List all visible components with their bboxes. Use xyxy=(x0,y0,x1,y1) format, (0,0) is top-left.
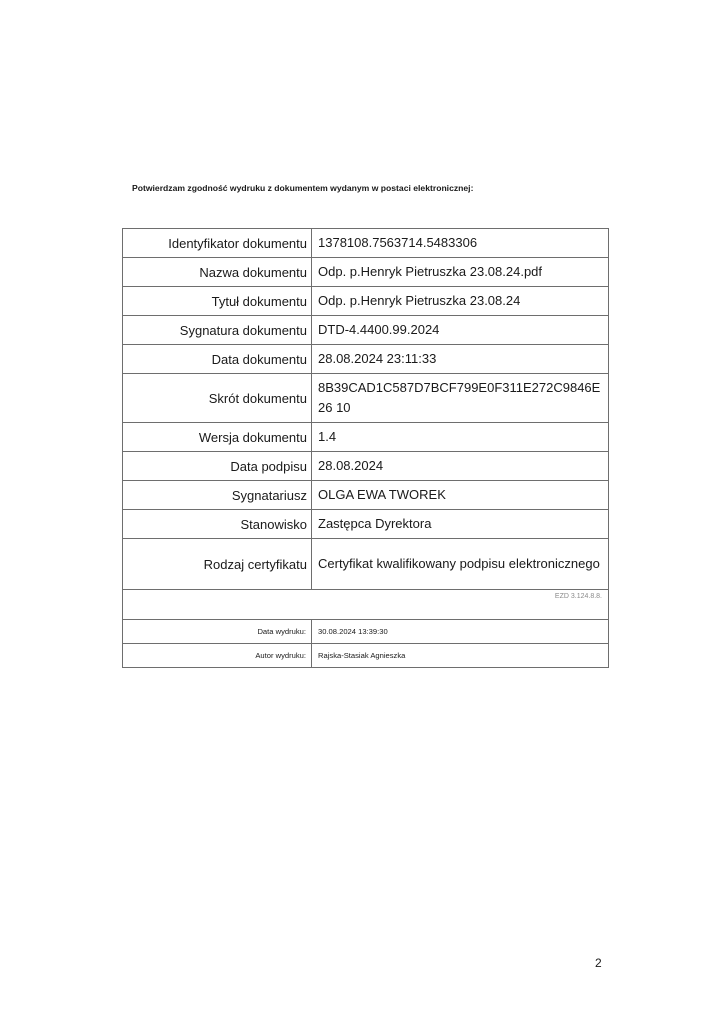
print-date-value: 30.08.2024 13:39:30 xyxy=(312,620,609,644)
table-row-print-author xyxy=(123,644,609,668)
row-label: Tytuł dokumentu xyxy=(123,287,312,316)
print-author-value: Rajska-Stasiak Agnieszka xyxy=(312,644,609,668)
row-value: DTD-4.4400.99.2024 xyxy=(312,316,609,345)
row-label: Wersja dokumentu xyxy=(123,423,312,452)
row-value: 8B39CAD1C587D7BCF799E0F311E272C9846E26 10 xyxy=(312,374,609,423)
row-label: Stanowisko xyxy=(123,510,312,539)
table-row-document-date xyxy=(123,345,609,374)
row-value: 1378108.7563714.5483306 xyxy=(312,229,609,258)
row-label: Rodzaj certyfikatu xyxy=(123,539,312,590)
table-row-document-name xyxy=(123,258,609,287)
table-row-signature-date xyxy=(123,452,609,481)
page-number: 2 xyxy=(595,956,602,970)
row-value: OLGA EWA TWOREK xyxy=(312,481,609,510)
table-row-position xyxy=(123,510,609,539)
row-label: Identyfikator dokumentu xyxy=(123,229,312,258)
table-row-document-signature xyxy=(123,316,609,345)
table-row-certificate-type xyxy=(123,539,609,590)
row-label: Data dokumentu xyxy=(123,345,312,374)
print-author-label: Autor wydruku: xyxy=(123,644,312,668)
row-value: Zastępca Dyrektora xyxy=(312,510,609,539)
table-row-document-hash xyxy=(123,374,609,423)
table-row-print-date xyxy=(123,620,609,644)
row-label: Sygnatariusz xyxy=(123,481,312,510)
document-metadata-table xyxy=(122,228,609,668)
row-value: Odp. p.Henryk Pietruszka 23.08.24.pdf xyxy=(312,258,609,287)
row-label: Data podpisu xyxy=(123,452,312,481)
row-label: Nazwa dokumentu xyxy=(123,258,312,287)
row-label: Skrót dokumentu xyxy=(123,374,312,423)
row-label: Sygnatura dokumentu xyxy=(123,316,312,345)
row-value: 1.4 xyxy=(312,423,609,452)
row-value: 28.08.2024 xyxy=(312,452,609,481)
confirmation-heading: Potwierdzam zgodność wydruku z dokumentem wydanym w postaci elektronicznej: xyxy=(132,183,474,193)
row-value: Odp. p.Henryk Pietruszka 23.08.24 xyxy=(312,287,609,316)
table-row-document-title xyxy=(123,287,609,316)
table-row-document-id xyxy=(123,229,609,258)
row-value: Certyfikat kwalifikowany podpisu elektronicznego xyxy=(312,539,609,590)
row-value: 28.08.2024 23:11:33 xyxy=(312,345,609,374)
ezd-version: EZD 3.124.8.8. xyxy=(123,590,609,620)
table-row-document-version xyxy=(123,423,609,452)
table-row-ezd-version xyxy=(123,590,609,620)
table-row-signatory xyxy=(123,481,609,510)
print-date-label: Data wydruku: xyxy=(123,620,312,644)
